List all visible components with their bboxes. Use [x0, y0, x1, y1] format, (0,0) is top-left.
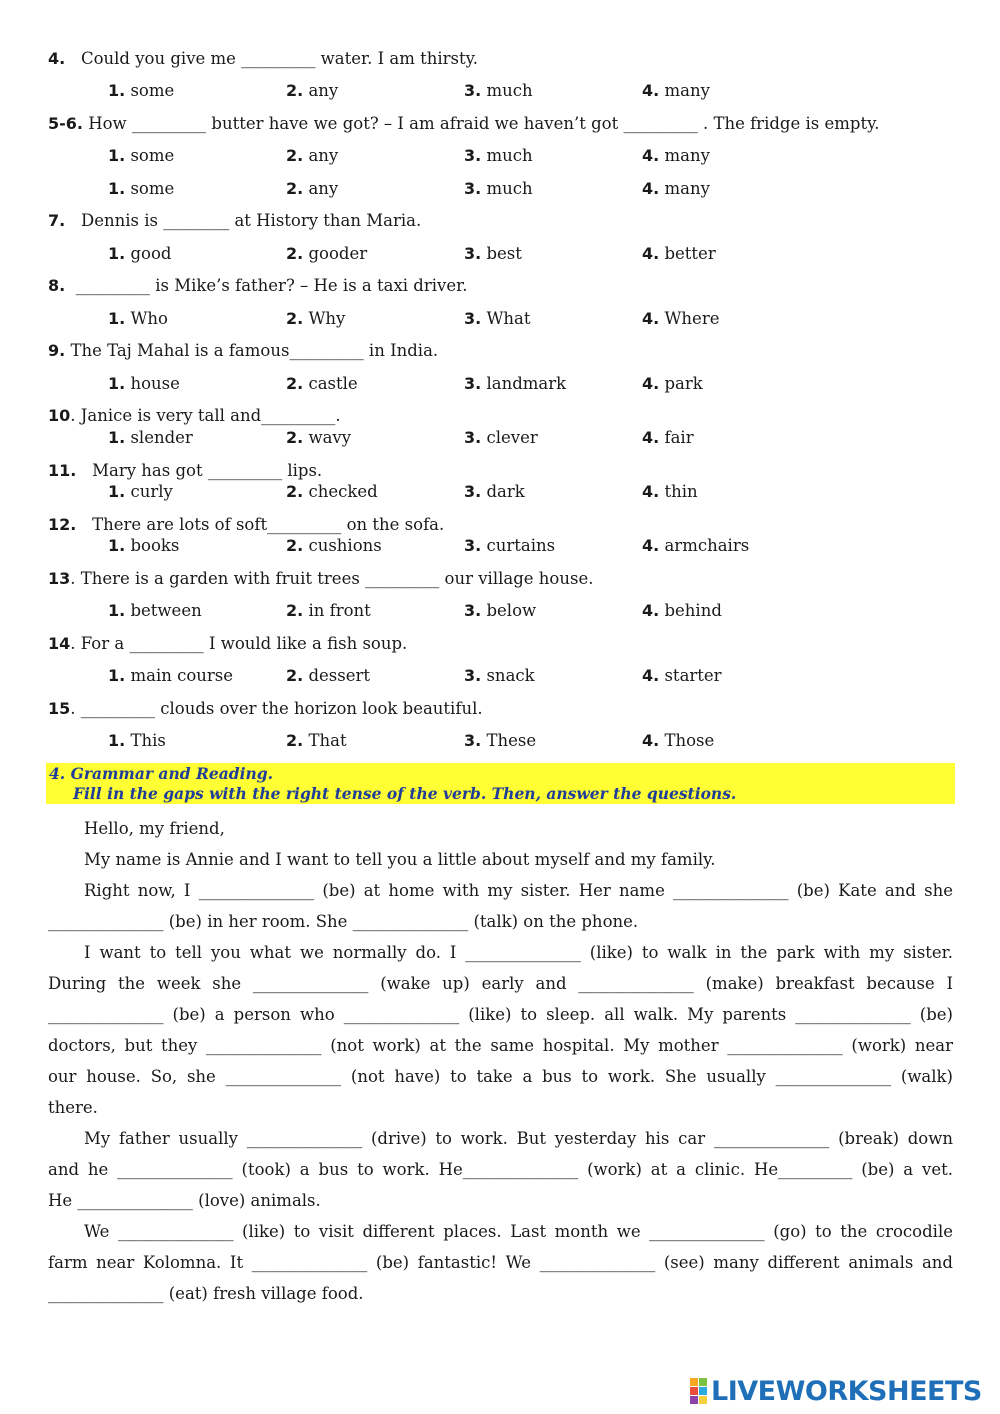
option-2[interactable]: 2. dessert [286, 666, 371, 685]
letter-line: ______________ (eat) fresh village food. [48, 1284, 364, 1303]
question-5-6 [48, 113, 879, 135]
options-row [0, 730, 1000, 752]
option-1[interactable]: 1. some [108, 81, 175, 100]
option-4[interactable]: 4. better [642, 244, 716, 263]
option-4[interactable]: 4. behind [642, 601, 722, 620]
option-2[interactable]: 2. in front [286, 601, 371, 620]
option-3[interactable]: 3. best [464, 244, 522, 263]
question-text: Dennis is ________ at History than Maria. [80, 211, 422, 230]
question-4 [48, 48, 478, 70]
question-number: 4. [48, 49, 66, 68]
question-text: Could you give me _________ water. I am thirsty. [80, 49, 478, 68]
question-10 [48, 405, 341, 427]
letter-line: and he ______________ (took) a bus to work. He______________ (work) at a clinic. He_________ (be) a vet. [48, 1160, 953, 1179]
options-row [0, 178, 1000, 200]
question-text: . _________ clouds over the horizon look beautiful. [70, 699, 483, 718]
section-header [46, 763, 955, 804]
question-number: 8. [48, 276, 66, 295]
option-4[interactable]: 4. starter [642, 666, 722, 685]
logo-tile [690, 1387, 698, 1395]
question-number: 11. [48, 461, 77, 480]
option-3[interactable]: 3. clever [464, 428, 538, 447]
option-4[interactable]: 4. armchairs [642, 536, 750, 555]
question-text: There are lots of soft_________ on the sofa. [92, 515, 445, 534]
option-3[interactable]: 3. landmark [464, 374, 567, 393]
option-3[interactable]: 3. These [464, 731, 537, 750]
letter-line: We ______________ (like) to visit different places. Last month we ______________ (go) to the crocodile [84, 1222, 953, 1241]
option-4[interactable]: 4. many [642, 146, 710, 165]
question-number: 9. [48, 341, 66, 360]
option-3[interactable]: 3. much [464, 179, 533, 198]
option-3[interactable]: 3. What [464, 309, 531, 328]
question-15 [48, 698, 483, 720]
question-14 [48, 633, 407, 655]
question-number: 12. [48, 515, 77, 534]
logo-tile [690, 1378, 698, 1386]
question-text: _________ is Mike’s father? – He is a taxi driver. [75, 276, 468, 295]
option-1[interactable]: 1. books [108, 536, 180, 555]
letter-line: ______________ (be) in her room. She ______________ (talk) on the phone. [48, 912, 639, 931]
logo-wordmark: LIVEWORKSHEETS [711, 1375, 982, 1407]
question-number: 13 [48, 569, 71, 588]
section-instruction: Fill in the gaps with the right tense of the verb. Then, answer the questions. [73, 784, 737, 803]
question-number: 7. [48, 211, 66, 230]
option-1[interactable]: 1. This [108, 731, 166, 750]
option-1[interactable]: 1. some [108, 146, 175, 165]
option-3[interactable]: 3. snack [464, 666, 535, 685]
option-3[interactable]: 3. below [464, 601, 537, 620]
letter-greeting: Hello, my friend, [84, 819, 225, 838]
question-text: . There is a garden with fruit trees _________ our village house. [70, 569, 594, 588]
question-text: . For a _________ I would like a fish soup. [70, 634, 408, 653]
options-row [0, 600, 1000, 622]
letter-line: ______________ (be) a person who ______________ (like) to sleep. all walk. My parents ______________ (be) [48, 1005, 953, 1024]
option-4[interactable]: 4. thin [642, 482, 698, 501]
option-3[interactable]: 3. much [464, 146, 533, 165]
logo-tile [690, 1396, 698, 1404]
question-13 [48, 568, 593, 590]
options-row [0, 373, 1000, 395]
option-1[interactable]: 1. between [108, 601, 202, 620]
letter-line: farm near Kolomna. It ______________ (be) fantastic! We ______________ (see) many different animals and [48, 1253, 953, 1272]
option-1[interactable]: 1. house [108, 374, 180, 393]
question-7 [48, 210, 421, 232]
question-text: . Janice is very tall and_________. [70, 406, 341, 425]
section-title: 4. Grammar and Reading. [49, 764, 273, 783]
option-2[interactable]: 2. any [286, 179, 339, 198]
option-2[interactable]: 2. any [286, 81, 339, 100]
logo-tile [699, 1387, 707, 1395]
question-text: The Taj Mahal is a famous_________ in India. [70, 341, 439, 360]
options-row [0, 145, 1000, 167]
question-11 [48, 460, 322, 482]
option-1[interactable]: 1. main course [108, 666, 234, 685]
logo-tile [699, 1378, 707, 1386]
options-row [0, 80, 1000, 102]
option-2[interactable]: 2. wavy [286, 428, 352, 447]
letter-line: He ______________ (love) animals. [48, 1191, 321, 1210]
option-4[interactable]: 4. Where [642, 309, 720, 328]
option-2[interactable]: 2. checked [286, 482, 378, 501]
letter-line: My name is Annie and I want to tell you a little about myself and my family. [84, 850, 716, 869]
option-4[interactable]: 4. many [642, 179, 710, 198]
letter-line: Right now, I ______________ (be) at home with my sister. Her name ______________ (be) Kate and she [84, 881, 953, 900]
option-4[interactable]: 4. many [642, 81, 710, 100]
question-12 [48, 514, 444, 536]
option-1[interactable]: 1. curly [108, 482, 173, 501]
option-3[interactable]: 3. much [464, 81, 533, 100]
option-2[interactable]: 2. cushions [286, 536, 382, 555]
question-text: Mary has got _________ lips. [92, 461, 323, 480]
option-4[interactable]: 4. park [642, 374, 703, 393]
options-row [0, 427, 1000, 449]
logo-tiles-icon [690, 1378, 707, 1404]
liveworksheets-logo[interactable] [690, 1376, 982, 1406]
option-1[interactable]: 1. Who [108, 309, 168, 328]
option-1[interactable]: 1. some [108, 179, 175, 198]
option-2[interactable]: 2. castle [286, 374, 358, 393]
question-number: 14 [48, 634, 71, 653]
options-row [0, 481, 1000, 503]
option-2[interactable]: 2. any [286, 146, 339, 165]
option-3[interactable]: 3. curtains [464, 536, 556, 555]
letter-line: there. [48, 1098, 98, 1117]
question-text: How _________ butter have we got? – I am afraid we haven’t got _________ . The fridge is empty. [88, 114, 880, 133]
question-number: 10 [48, 406, 71, 425]
question-9 [48, 340, 438, 362]
letter-line: During the week she ______________ (wake up) early and ______________ (make) breakfast because I [48, 974, 953, 993]
question-number: 15 [48, 699, 71, 718]
option-2[interactable]: 2. That [286, 731, 347, 750]
letter-line: I want to tell you what we normally do. I ______________ (like) to walk in the park with my sister. [84, 943, 953, 962]
option-1[interactable]: 1. slender [108, 428, 193, 447]
option-4[interactable]: 4. fair [642, 428, 694, 447]
option-4[interactable]: 4. Those [642, 731, 715, 750]
option-3[interactable]: 3. dark [464, 482, 525, 501]
option-1[interactable]: 1. good [108, 244, 172, 263]
option-2[interactable]: 2. gooder [286, 244, 368, 263]
letter-line: My father usually ______________ (drive) to work. But yesterday his car ______________ (break) down [84, 1129, 953, 1148]
options-row [0, 665, 1000, 687]
question-8 [48, 275, 467, 297]
option-2[interactable]: 2. Why [286, 309, 346, 328]
letter-line: our house. So, she ______________ (not have) to take a bus to work. She usually ______________ (walk) [48, 1067, 953, 1086]
letter-line: doctors, but they ______________ (not work) at the same hospital. My mother ______________ (work) near [48, 1036, 953, 1055]
question-number: 5-6. [48, 114, 83, 133]
options-row [0, 243, 1000, 265]
logo-tile [699, 1396, 707, 1404]
options-row [0, 535, 1000, 557]
options-row [0, 308, 1000, 330]
